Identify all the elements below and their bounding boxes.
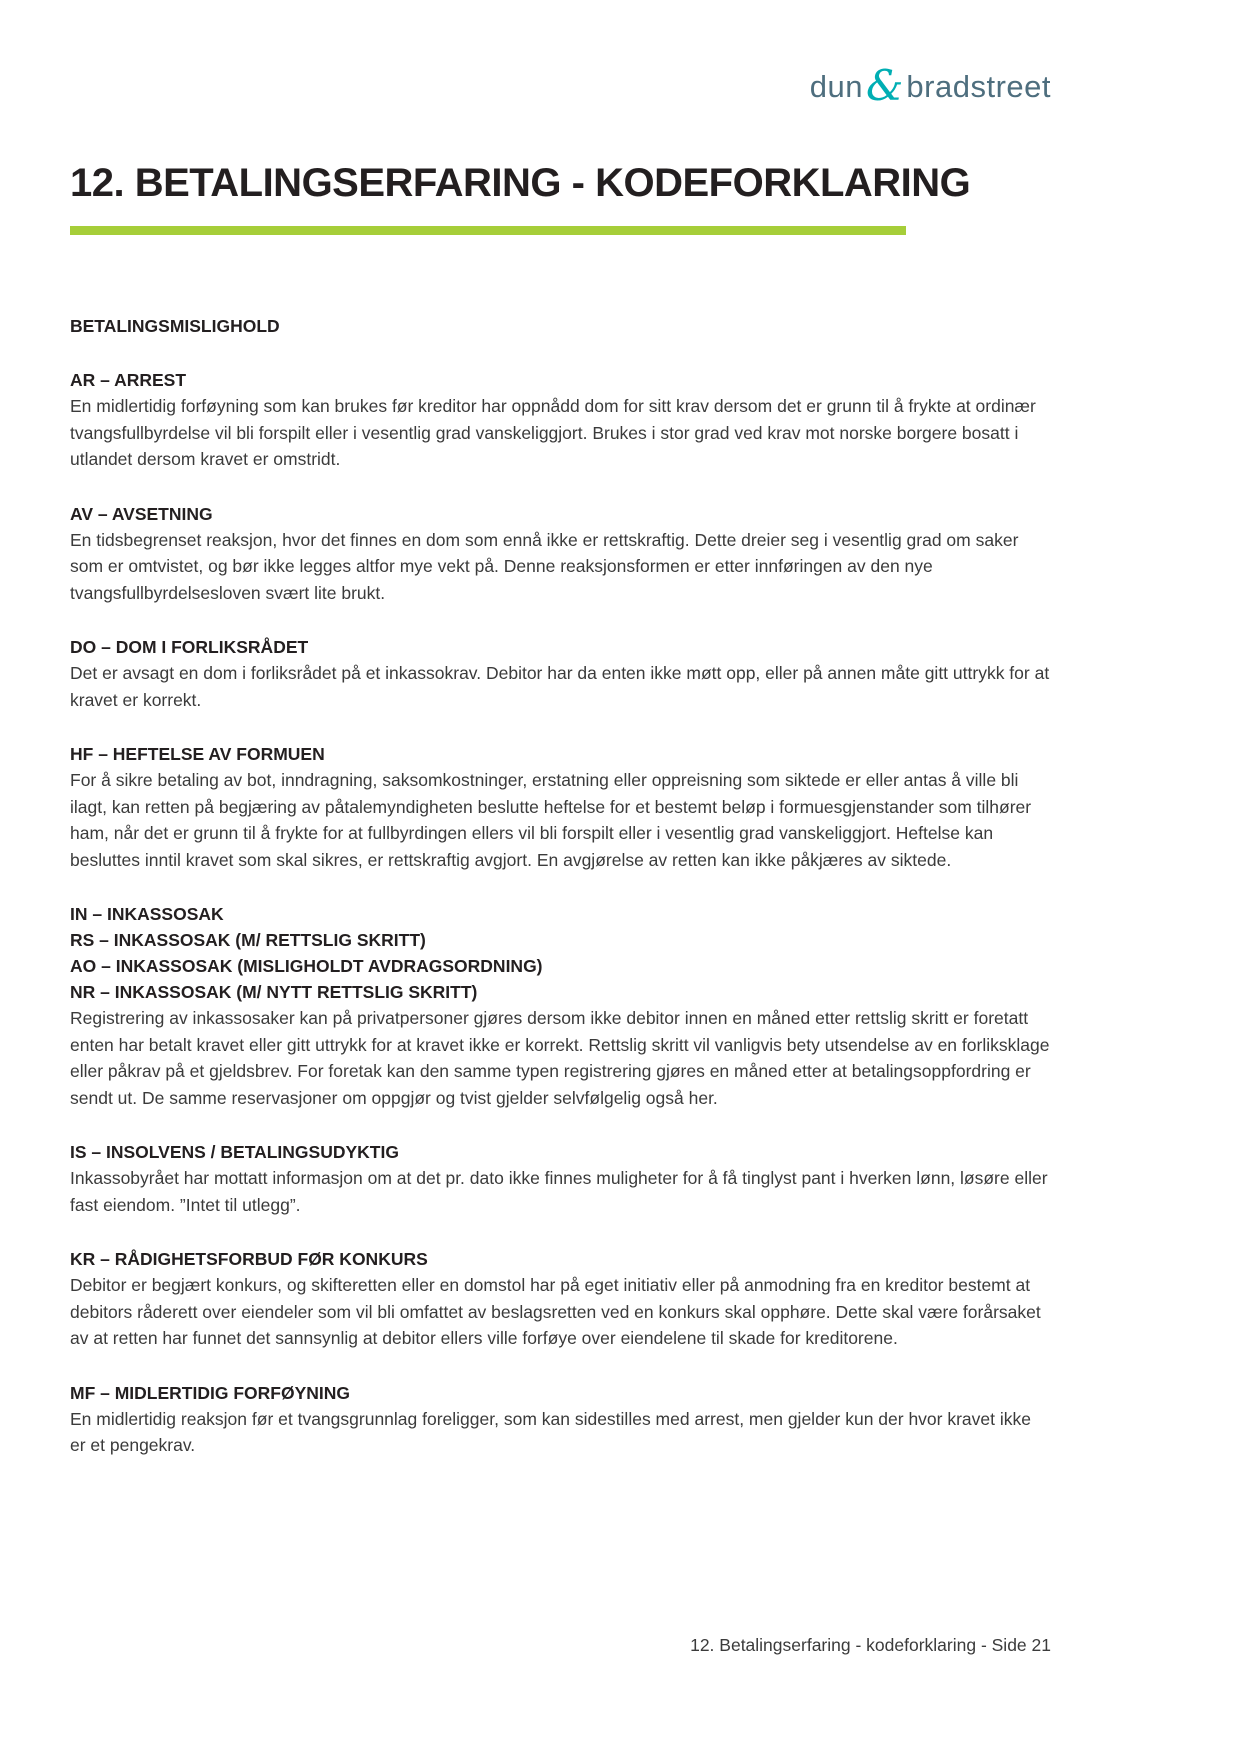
code-heading: IS – INSOLVENS / BETALINGSUDYKTIG — [70, 1142, 399, 1162]
code-entry-is — [70, 1139, 1051, 1218]
code-heading: AR – ARREST — [70, 370, 187, 390]
code-heading: AO – INKASSOSAK (MISLIGHOLDT AVDRAGSORDNING) — [70, 956, 543, 976]
code-description: Det er avsagt en dom i forliksrådet på et inkassokrav. Debitor har da enten ikke møtt opp, eller på annen måte gitt uttrykk for at kravet er korrekt. — [70, 663, 1050, 710]
code-entry-hf — [70, 741, 1051, 873]
section-heading-betalingsmislighold: BETALINGSMISLIGHOLD — [70, 316, 280, 336]
code-description: En tidsbegrenset reaksjon, hvor det finnes en dom som ennå ikke er rettskraftig. Dette dreier seg i vesentlig grad om saker som er omtvistet, og bør ikke legges altfor mye vekt på. Denne reaksjonsformen er etter innføringen av den nye tvangsfullbyrdelsesloven svært lite brukt. — [70, 529, 1019, 603]
code-entry-inkassosak — [70, 901, 1051, 1111]
code-description: En midlertidig forføyning som kan brukes før kreditor har oppnådd dom for sitt krav dersom det er grunn til å frykte at ordinær tvangsfullbyrdelse vil bli forspilt eller i vesentlig grad vanskeliggjort. Brukes i stor grad ved krav mot norske borgere bosatt i utlandet dersom kravet er omstridt. — [70, 396, 1036, 469]
logo-word-dun: dun — [809, 69, 864, 104]
code-description: Inkassobyrået har mottatt informasjon om at det pr. dato ikke finnes muligheter for å få tinglyst pant i hverken lønn, løsøre eller fast eiendom. ”Intet til utlegg”. — [70, 1168, 1048, 1215]
code-entry-kr — [70, 1246, 1051, 1352]
code-entry-do — [70, 634, 1051, 713]
code-heading: NR – INKASSOSAK (M/ NYTT RETTSLIG SKRITT) — [70, 982, 478, 1002]
code-heading: MF – MIDLERTIDIG FORFØYNING — [70, 1382, 350, 1403]
code-entry-ar — [70, 367, 1051, 473]
code-description: For å sikre betaling av bot, inndragning, saksomkostninger, erstatning eller oppreisning som siktede er eller antas å ville bli ilagt, kan retten på begjæring av påtalemyndigheten beslutte heftelse for et bestemt beløp i formuesgjenstander som tilhører ham, når det er grunn til å frykte for at fullbyrdingen ellers vil bli forspilt eller i vesentlig grad vanskeliggjort. Heftelse kan besluttes inntil kravet som skal sikres, er rettskraftig avgjort. En avgjørelse av retten kan ikke påkjæres av siktede. — [70, 770, 1032, 870]
code-heading: RS – INKASSOSAK (M/ RETTSLIG SKRITT) — [70, 930, 426, 950]
code-description: Debitor er begjært konkurs, og skifteretten eller en domstol har på eget initiativ eller på anmodning fra en kreditor bestemt at debitors råderett over eiendeler som vil bli omfattet av beslagsretten ved en konkurs skal opphøre. Dette skal være forårsaket av at retten har funnet det sannsynlig at debitor ellers ville forføye over eiendelene til skade for kreditorene. — [70, 1275, 1041, 1348]
page-footer: 12. Betalingserfaring - kodeforklaring - Side 21 — [690, 1635, 1051, 1655]
code-heading: IN – INKASSOSAK — [70, 904, 224, 924]
code-description: Registrering av inkassosaker kan på privatpersoner gjøres dersom ikke debitor innen en måned etter rettslig skritt er foretatt enten har betalt kravet eller gitt uttrykk for at kravet ikke er korrekt. Rettslig skritt vil vanligvis bety utsendelse av en forliksklage eller påkrav på et gjeldsbrev. For foretak kan den samme typen registrering gjøres en måned etter at betalingsoppfordring er sendt ut. De samme reservasjoner om oppgjør og tvist gjelder selvfølgelig også her. — [70, 1008, 1050, 1108]
dun-bradstreet-logo — [70, 62, 1051, 108]
code-description: En midlertidig reaksjon før et tvangsgrunnlag foreligger, som kan sidestilles med arrest, men gjelder kun der hvor kravet ikke er et pengekrav. — [70, 1408, 1031, 1455]
code-entry-mf — [70, 1380, 1051, 1459]
code-entry-av — [70, 501, 1051, 607]
code-heading: HF – HEFTELSE AV FORMUEN — [70, 744, 325, 764]
title-accent-rule — [70, 226, 906, 235]
code-heading: KR – RÅDIGHETSFORBUD FØR KONKURS — [70, 1249, 428, 1269]
code-heading: AV – AVSETNING — [70, 503, 213, 524]
logo-word-bradstreet: bradstreet — [906, 69, 1051, 104]
page-title: 12. BETALINGSERFARING - KODEFORKLARING — [70, 161, 971, 205]
code-heading: DO – DOM I FORLIKSRÅDET — [70, 637, 309, 657]
ampersand-icon: & — [866, 61, 904, 110]
